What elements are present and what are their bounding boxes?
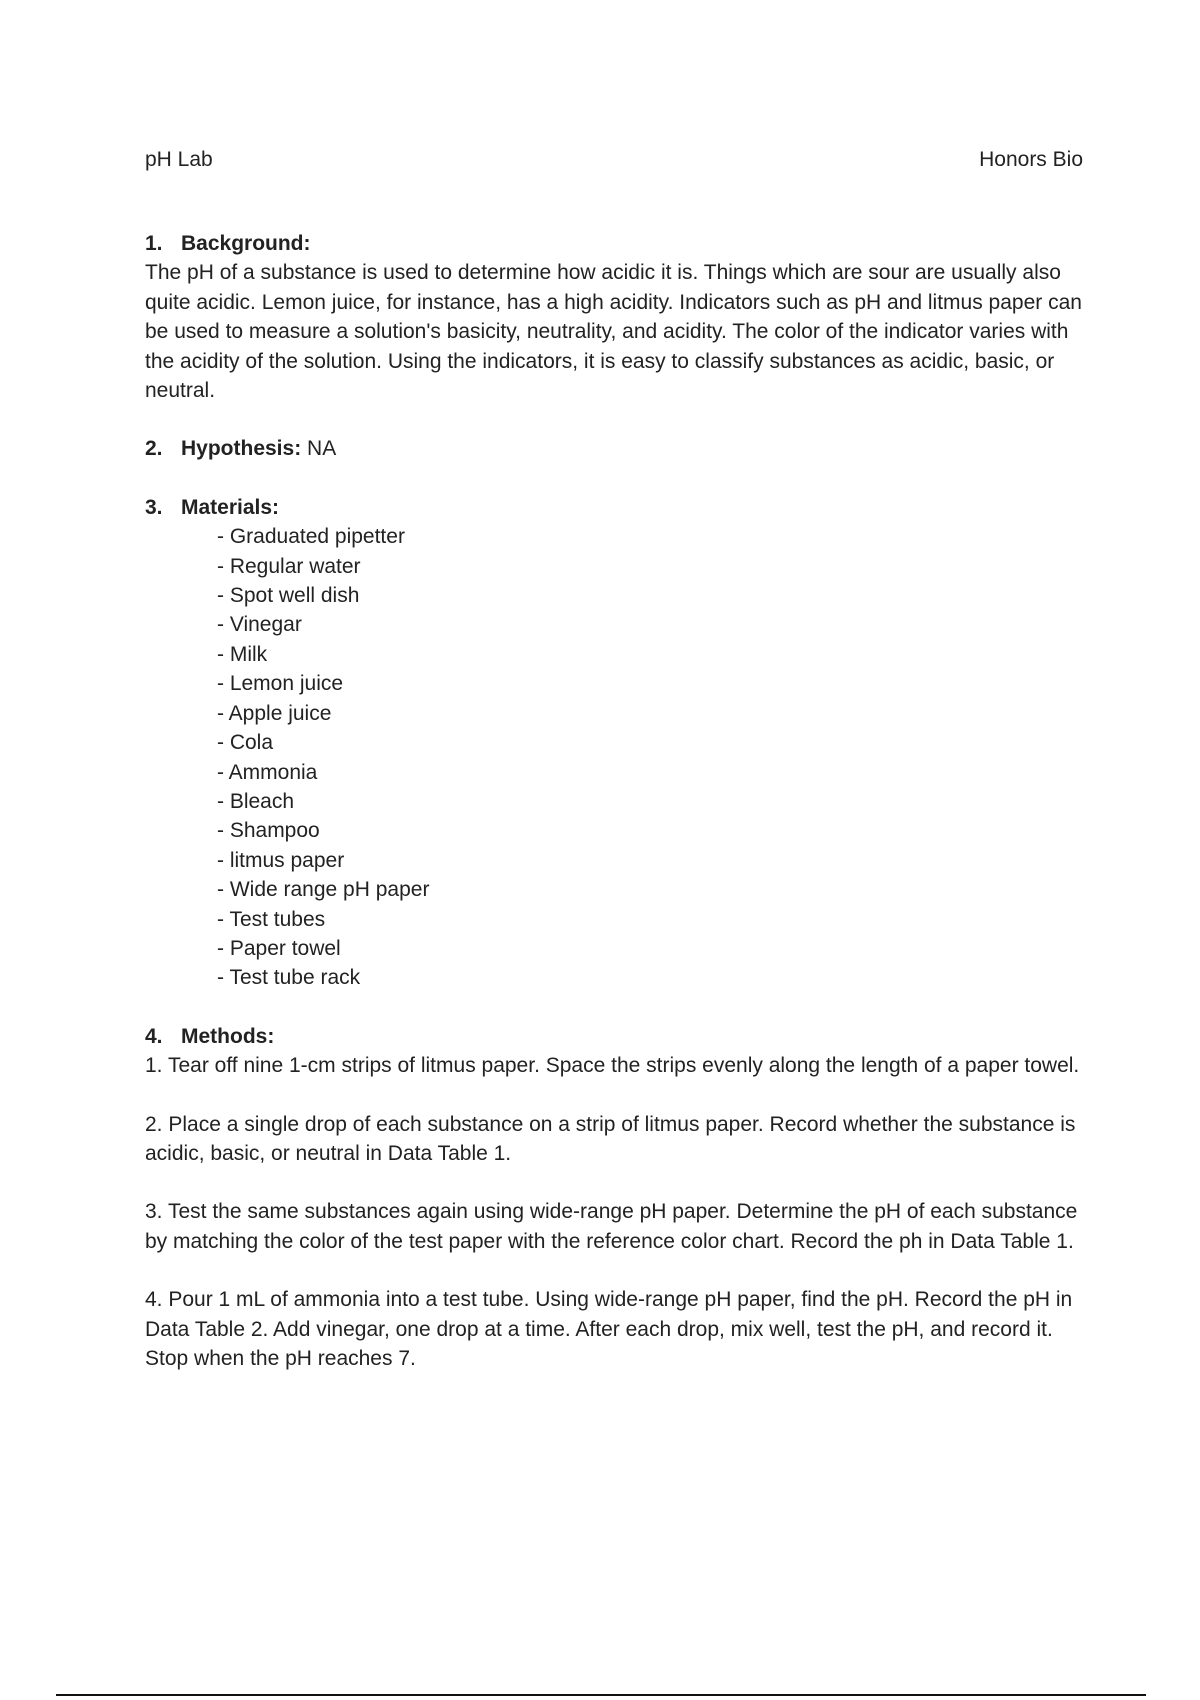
section-number: 3. — [145, 495, 163, 519]
section-number: 4. — [145, 1024, 163, 1048]
section-heading-methods — [145, 1022, 1085, 1051]
list-item: - Regular water — [217, 554, 361, 578]
list-item: - Lemon juice — [217, 672, 344, 696]
section-title: Background: — [181, 232, 311, 255]
method-step: 2. Place a single drop of each substance on a strip of litmus paper. Record whether the substance is acidic, basic, or neutral in Data Table 1. — [145, 1112, 1076, 1165]
page-header — [145, 145, 1083, 175]
header-title: pH Lab — [145, 148, 213, 171]
section-heading-background — [145, 229, 1085, 258]
hypothesis-value: NA — [301, 437, 337, 461]
methods-steps — [145, 1051, 1085, 1373]
list-item: - Paper towel — [217, 936, 341, 960]
section-heading-hypothesis — [145, 434, 1085, 463]
list-item: - Test tubes — [217, 907, 326, 931]
list-item: - Bleach — [217, 789, 295, 813]
list-item: - Cola — [217, 731, 274, 755]
section-number: 1. — [145, 232, 163, 255]
background-paragraph: The pH of a substance is used to determine how acidic it is. Things which are sour are usually also quite acidic. Lemon juice, for instance, has a high acidity. Indicators such as pH and litmus paper can be used to measure a solution's basicity, neutrality, and acidity. The color of the indicator varies with the acidity of the solution. Using the indicators, it is easy to classify substances as acidic, basic, or neutral. — [145, 261, 1082, 403]
method-step: 1. Tear off nine 1-cm strips of litmus paper. Space the strips evenly along the length of a paper towel. — [145, 1054, 1080, 1078]
list-item: - Apple juice — [217, 701, 332, 725]
section-heading-materials — [145, 493, 1085, 522]
section-title: Hypothesis: — [181, 437, 302, 461]
list-item: - Ammonia — [217, 760, 318, 784]
list-item: - Wide range pH paper — [217, 878, 430, 902]
list-item: - Test tube rack — [217, 966, 361, 990]
section-title: Materials: — [181, 495, 280, 519]
list-item: - Graduated pipetter — [217, 525, 405, 549]
section-number: 2. — [145, 437, 163, 461]
page-bottom-rule — [56, 1694, 1146, 1696]
list-item: - Milk — [217, 642, 268, 666]
document-body — [145, 229, 1085, 1373]
list-item: - Shampoo — [217, 819, 320, 843]
method-step: 3. Test the same substances again using wide-range pH paper. Determine the pH of each substance by matching the color of the test paper with the reference color chart. Record the ph in Data Table 1. — [145, 1200, 1078, 1253]
section-title: Methods: — [181, 1024, 275, 1048]
method-step: 4. Pour 1 mL of ammonia into a test tube. Using wide-range pH paper, find the pH. Record the pH in Data Table 2. Add vinegar, one drop at a time. After each drop, mix well, test the pH, and record it. Stop when the pH reaches 7. — [145, 1288, 1073, 1370]
materials-list — [145, 522, 1085, 993]
list-item: - litmus paper — [217, 848, 345, 872]
header-course: Honors Bio — [979, 148, 1083, 171]
list-item: - Vinegar — [217, 613, 302, 637]
list-item: - Spot well dish — [217, 584, 360, 608]
